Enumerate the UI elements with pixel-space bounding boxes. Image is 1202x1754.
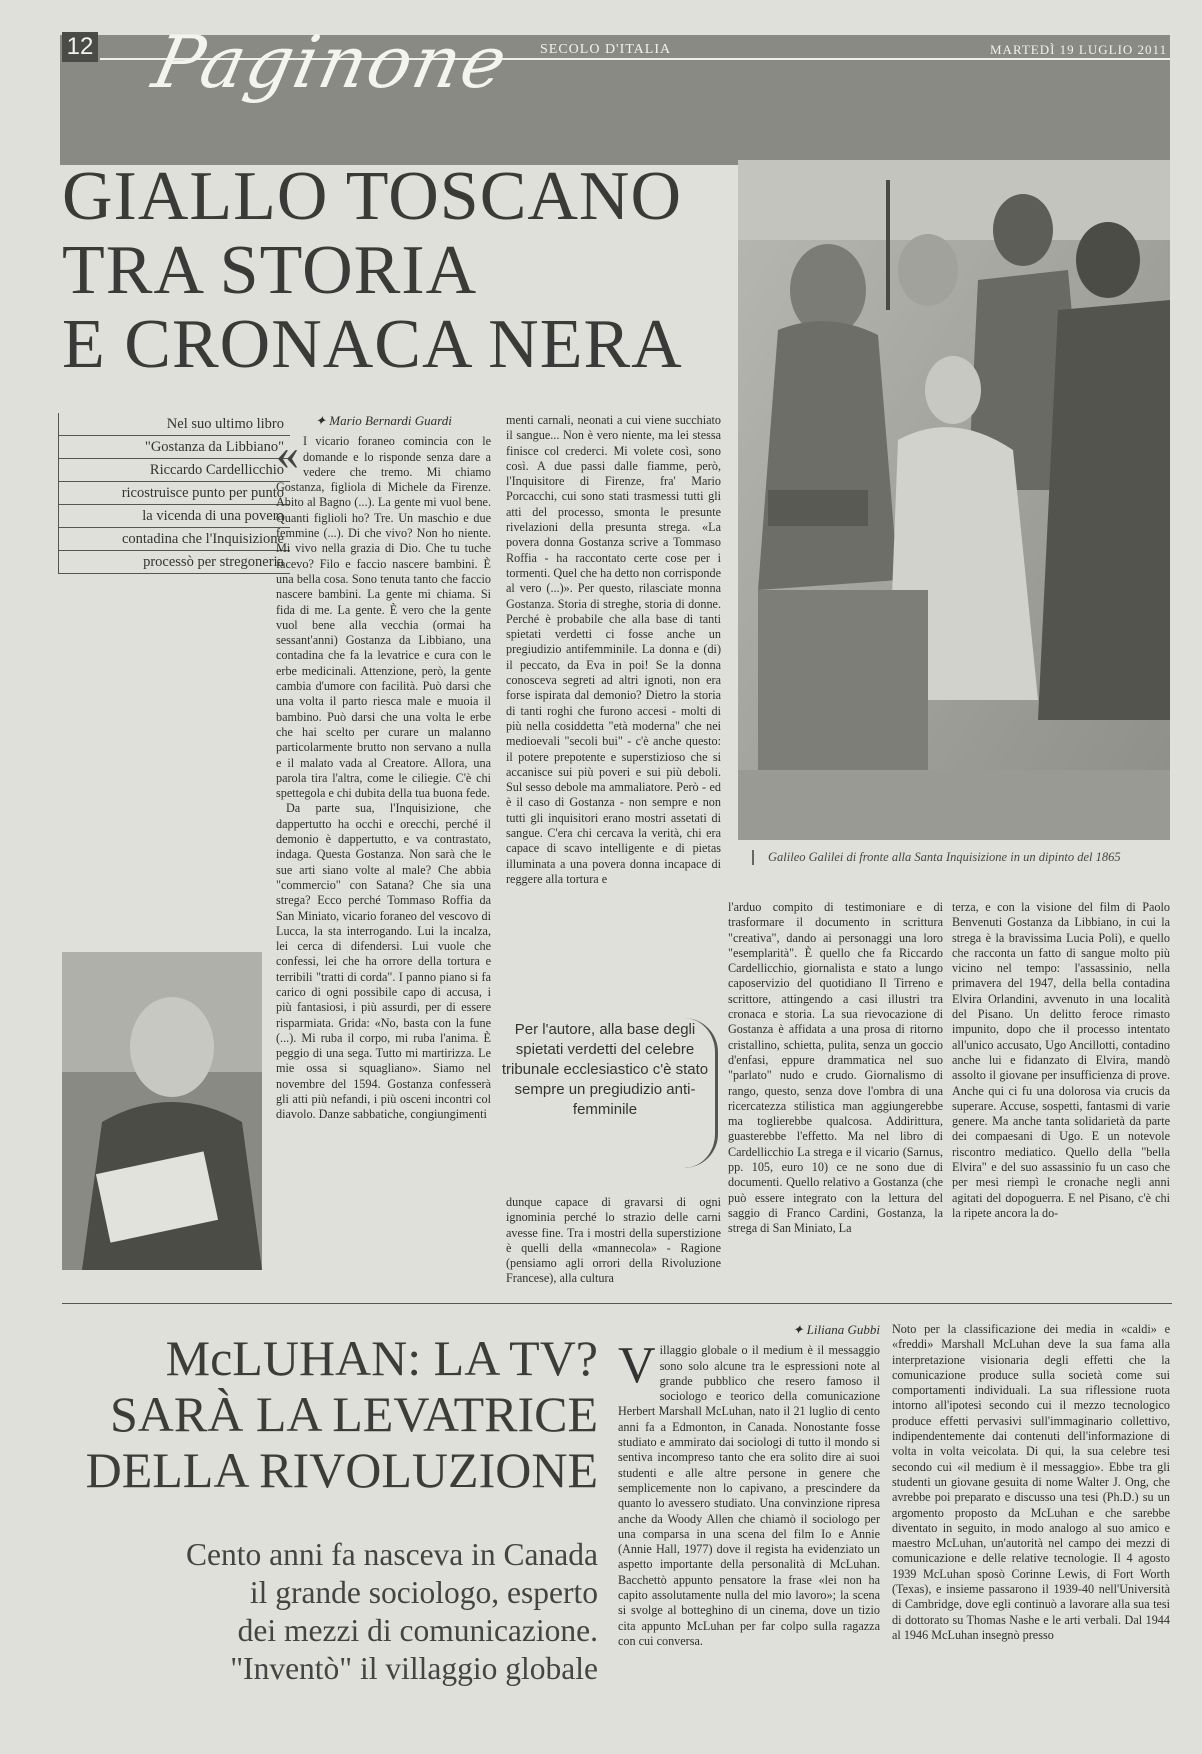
subhead-line: il grande sociologo, esperto bbox=[249, 1575, 598, 1610]
opening-quote-mark: « bbox=[276, 428, 299, 480]
photo-caption: Galileo Galilei di fronte alla Santa Inquisizione in un dipinto del 1865 bbox=[752, 850, 1172, 865]
article2-headline bbox=[58, 1330, 598, 1498]
article-column-2 bbox=[506, 413, 721, 988]
issue-date: MARTEDÌ 19 LUGLIO 2011 bbox=[990, 42, 1168, 57]
pullquote: Per l'autore, alla base degli spietati verdetti del celebre tribunale ecclesiastico c'è stato sempre un pregiudizio anti-femminile bbox=[501, 1021, 709, 1118]
article-column-2-continued bbox=[506, 1195, 721, 1286]
article-column-1 bbox=[276, 413, 491, 1273]
galileo-painting-photo bbox=[738, 160, 1170, 840]
subhead-line: "Inventò" il villaggio globale bbox=[230, 1651, 598, 1686]
summary-line: ricostruisce punto per punto bbox=[58, 482, 290, 505]
section-title: Paginone bbox=[146, 20, 516, 104]
article2-column-2 bbox=[892, 1322, 1170, 1742]
summary-line: processò per stregoneria bbox=[58, 551, 290, 574]
headline-line: DELLA RIVOLUZIONE bbox=[85, 1442, 598, 1498]
author-photo bbox=[62, 952, 262, 1270]
subhead-line: dei mezzi di comunicazione. bbox=[237, 1613, 598, 1648]
paragraph: I vicario foraneo comincia con le domande e lo risponde senza dare a vedere che tremo. Mi chiamo Gostanza, figliola di Michele da Firenze. Abito al Bagno (...). La gente mi vuol bene. Quanti figlioli ho? Tre. Un maschio e due femmine (...). Di che vivo? Non ho niente. Mi vivo nella grazia di Dio. Che tu tuche facevo? Filo e faccio nascere bambini. È una bella cosa. Sono tenuta tanto che faccio nascere bambini. La gente mi chiama. Si fida di me. La gente. È vero che la gente vuol bene alla vecchia (ormai ha sessant'anni) Gostanza da Libbiano, una contadina che fa la levatrice e cura con le erbe medicinali. Attenzione, però, la gente cambia d'umore con facilità. Può darsi che una volta il parto riesca male e muoia il bambino. Può darsi che una volta le erbe che hai scelto per curare un malanno particolarmente brutto non servano a nulla e il malato vada al Creatore. Allora, una parola tira l'altra, come le ciliegie. C'è chi spettegola e chi dubita della tua buona fede. bbox=[276, 434, 491, 801]
headline-line: SARÀ LA LEVATRICE bbox=[109, 1386, 598, 1442]
article2-subheadline bbox=[58, 1536, 598, 1688]
author-byline: ✦ Liliana Gubbi bbox=[792, 1322, 880, 1337]
summary-line: contadina che l'Inquisizione bbox=[58, 528, 290, 551]
headline-line: TRA STORIA bbox=[62, 232, 478, 309]
author-byline: ✦ Mario Bernardi Guardi bbox=[315, 413, 452, 428]
summary-line: la vicenda di una povera bbox=[58, 505, 290, 528]
article-headline bbox=[62, 160, 742, 382]
paragraph: menti carnali, neonati a cui viene succhiato il sangue... Non è vero niente, ma lei stessa finisce col crederci. Mi volete così, sono così. A due passi dalle fiamme, però, l'Inquisitore di Firenze, fra' Mario Porcacchi, cui sono stati trasmessi tutti gli atti del processo, smonta le presunte rivelazioni della presunta strega. «La povera donna Gostanza scrive a Tommaso Roffia - ha raccontato certe cose per i tormenti. Quel che ha detto non corrisponde al vero (...)». Per questo, rilasciate monna Gostanza. Storia di streghe, storia di donne. Perché è probabile che alla base di tanti spietati verdetti ci fosse anche un pregiudizio antifemminile. La donna e (di) il peccato, da Eva in poi! Se la donna conosceva segreti ad altri ignoti, non era forse ispirata dal demonio? Dietro la storia di tanti roghi che furono accesi - molti di più nella cosiddetta "età moderna" che nei medioevali "secoli bui" - c'è anche questo: il potere prepotente e superstizioso che si accanisce sui più poveri e sui più deboli. Sul sesso debole ma ammaliatore. Però - ed è il caso di Gostanza - non sempre e non tutti gli inquisitori erano mostri assetati di sangue. C'era chi cercava la verità, chi era capace di scavo intelligente e di pietas illuminata a una povera donna incapace di reggere alla tortura e bbox=[506, 413, 721, 886]
paper-name: SECOLO D'ITALIA bbox=[540, 42, 672, 57]
drop-cap: V bbox=[618, 1337, 656, 1395]
paragraph: illaggio globale o il medium è il messaggio sono solo alcune tra le espressioni note al grande pubblico che resero famoso il sociologo e teorico della comunicazione Herbert Marshall McLuhan, nato il 21 luglio di cento anni fa a Edmonton, in Canada. Nonostante fosse studiato e ammirato dai sociologi di tutto il mondo si sentiva incompreso tanto che era solito dire ai suoi studenti e alle altre persone in genere che semplicemente non lo capivano, a prescindere da quanto lo avessero studiato. Una convinzione ripresa anche da Woody Allen che chiamò il sociologo per una comparsa in una scena del film Io e Annie (Annie Hall, 1977) dove il regista ha evidenziato un aspetto importante della personalità di McLuhan. Bacchettò appunto pensatore la frase «lei non ha capito assolutamente nulla del mio lavoro»; la scena si svolge al botteghino di un cinema, dove un tizio cita appunto McLuhan per far colpo sulla ragazza con cui conversa. bbox=[618, 1343, 880, 1648]
headline-line: McLUHAN: LA TV? bbox=[165, 1330, 598, 1386]
paragraph: l'arduo compito di testimoniare e di trasformare il documento in scrittura "creativa", dando ai personaggi una loro "esemplarità". È quello che fa Riccardo Cardellicchio, giornalista e stato a lungo caposervizio del quotidiano Il Tirreno e scrittore, attingendo a casi illustri tra cronaca e storia. La sua rievocazione di Gostanza è affidata a una prosa di ritorno cristallino, schietta, pulita, senza un goccio d'enfasi, eppure drammatica nel suo "parlato" nudo e crudo. Giornalismo di rango, questo, senza dove l'ombra di una ricercatezza stilistica man aggiungerebbe ma toglierebbe qualcosa. Addirittura, guasterebbe l'effetto. Ma nel libro di Cardellicchio La strega e il vicario (Sarnus, pp. 105, euro 10) ce ne sono due di documenti. Quello relativo a Gostanza (che può essere integrato con la lettura del saggio di Franco Cardini, Gostanza, la strega di San Miniato, La bbox=[728, 900, 943, 1236]
article-summary bbox=[58, 413, 290, 574]
summary-line: "Gostanza da Libbiano" bbox=[58, 436, 290, 459]
article-separator bbox=[62, 1303, 1172, 1304]
summary-line: Nel suo ultimo libro bbox=[58, 413, 290, 436]
paragraph: Noto per la classificazione dei media in «caldi» e «freddi» Marshall McLuhan deve la sua fama alla interpretazione visionaria degli effetti che la comunicazione produce sulla società come sui comportamenti individuali. La sua riflessione ruota intorno all'ipotesi secondo cui il mezzo tecnologico produce effetti pervasivi sull'immaginario collettivo, indipendentemente dai contenuti dell'informazione di volta in volta veicolata. Di qui, la sua celebre tesi secondo cui «il medium è il messaggio». Ebbe tra gli studenti un giovane gesuita di nome Walter J. Ong, che avrebbe poi preparato e discusso una tesi (Ph.D.) su un argomento proposto da McLuhan e che sarebbe diventato in seguito, in modo analogo al suo amico e maestro McLuhan, un'autorità nel campo dei mezzi di comunicazione e delle relative tecnologie. Il 4 agosto 1939 McLuhan sposò Corinne Lewis, di Fort Worth (Texas), e insieme passarono il 1939-40 nell'Università di Cambridge, dove egli continuò a lavorare alla sua tesi di dottorato su Thomas Nashe e le arti verbali. Dal 1944 al 1946 McLuhan insegnò presso bbox=[892, 1322, 1170, 1642]
summary-line: Riccardo Cardellicchio bbox=[58, 459, 290, 482]
article-column-4 bbox=[952, 900, 1170, 1278]
article-column-3 bbox=[728, 900, 943, 1278]
headline-line: E CRONACA NERA bbox=[62, 306, 683, 383]
author-name: Liliana Gubbi bbox=[806, 1322, 880, 1337]
page-number: 12 bbox=[62, 32, 98, 62]
article2-column-1 bbox=[618, 1322, 880, 1742]
headline-line: GIALLO TOSCANO bbox=[62, 158, 683, 235]
paragraph: terza, e con la visione del film di Paolo Benvenuti Gostanza da Libbiano, in cui la strega è la bravissima Lucia Poli), e quello che racconta un fatto di sangue molto più vicino nel tempo: l'assassinio, nella primavera del 1947, della bella contadina Elvira Orlandini, avvenuto in una località del Pisano. Un delitto feroce rimasto impunito, dopo che il processo intentato all'unico accusato, Ugo Ancillotti, contadino anche lui e fidanzato di Elvira, mandò assolto il giovane per insufficienza di prove. Anche qui ci fu una dolorosa via crucis da superare. Accuse, sospetti, fantasmi di varie genere. Ma anche tanta solidarietà da parte dei compaesani di Ugo. E un notevole riscontro mediatico. Quello della "bella Elvira" e del suo assassinio fu un caso che per mesi riempì le cronache negli anni agitati del dopoguerra. E nel Pisano, c'è chi la ripete ancora la do- bbox=[952, 900, 1170, 1220]
painting-image bbox=[738, 160, 1170, 840]
paragraph: dunque capace di gravarsi di ogni ignominia perché lo strazio delle carni avesse fine. Tra i mostri della superstizione è quelli della «mannecola» - Ragione (pensiamo agli orrori della Rivoluzione Francese), alla cultura bbox=[506, 1195, 721, 1286]
author-portrait-image bbox=[62, 952, 262, 1270]
subhead-line: Cento anni fa nasceva in Canada bbox=[186, 1537, 598, 1572]
paragraph: Da parte sua, l'Inquisizione, che dappertutto ha occhi e orecchi, perché il demonio è dappertutto, e va contrastato, indaga. Questa Gostanza. Non sarà che le sue arti siano volte al male? Che abbia "commercio" con Satana? Che sia una strega? Ecco perché Tommaso Roffia da San Miniato, vicario foraneo del vescovo di Lucca, la sta interrogando. Lui la incalza, lei cerca di difendersi. Lui vuole che confessi, lei che ha orrore della tortura e terribili "tratti di corda". I panno piano si fa carico di ogni possibile capo di accusa, i più fantasiosi, i più assurdi, per di essere risparmiata. Grida: «No, basta con la fune (...). Mi ruba il corpo, mi ruba l'anima. È peggio di una sega. Tutto mi martirizza. Le mie ossa si squagliano». Siamo nel novembre del 1594. Gostanza confesserà gli atti più nefandi, i più osceni incontri col diavolo. Danze sabbatiche, congiungimenti bbox=[276, 801, 491, 1122]
author-name: Mario Bernardi Guardi bbox=[329, 413, 452, 428]
